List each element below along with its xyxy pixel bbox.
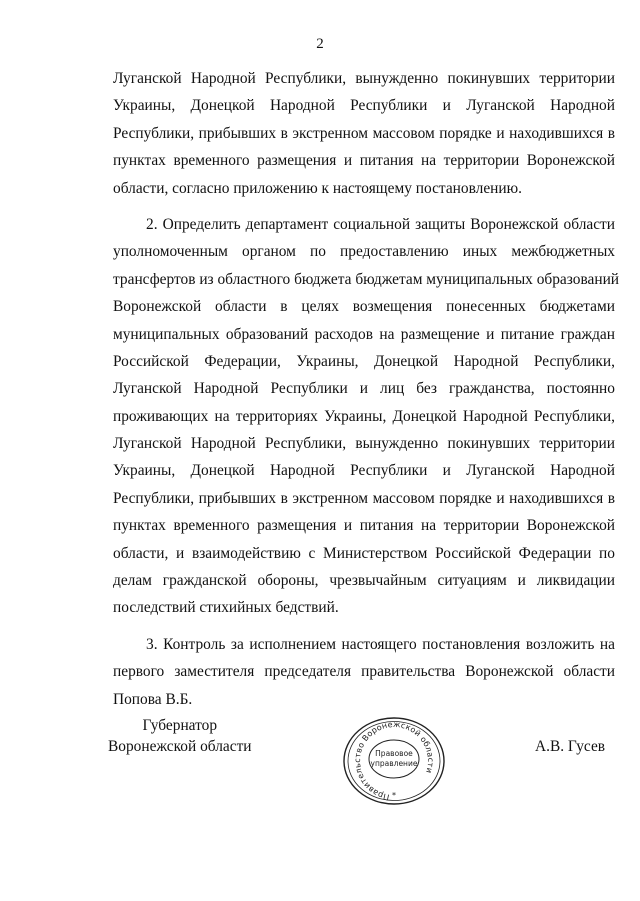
signatory-title-line: Губернатор	[142, 717, 218, 734]
text-line: трансфертов из областного бюджета бюджетам муниципальных образований	[113, 270, 620, 288]
official-stamp	[341, 715, 447, 807]
text-line: делам гражданской обороны, чрезвычайным ситуациям и ликвидации	[113, 572, 615, 590]
text-line: муниципальных образований расходов на размещение и питание граждан	[113, 325, 615, 343]
text-line: Воронежской области в целях возмещения понесенных бюджетами	[113, 298, 615, 316]
page-number: 2	[316, 36, 324, 52]
text-line: Республики, прибывших в экстренном массовом порядке и находившихся в	[113, 124, 615, 142]
stamp-center-text: управление	[370, 759, 418, 768]
signature-block	[0, 715, 640, 802]
document-body	[113, 65, 620, 713]
text-line: области, согласно приложению к настоящему постановлению.	[113, 179, 522, 197]
text-line: Луганской Народной Республики, вынужденно покинувших территории	[113, 70, 615, 87]
text-line: Луганской Народной Республики и лиц без гражданства, постоянно	[113, 380, 615, 398]
text-line: 3. Контроль за исполнением настоящего постановления возложить на	[146, 635, 615, 653]
text-line: Попова В.Б.	[113, 690, 193, 708]
stamp-star: *	[392, 791, 396, 800]
text-line: первого заместителя председателя правительства Воронежской области	[113, 663, 615, 681]
text-line: последствий стихийных бедствий.	[113, 599, 339, 617]
text-line: Украины, Донецкой Народной Республики и Луганской Народной	[113, 462, 615, 480]
text-line: проживающих на территориях Украины, Донецкой Народной Республики,	[113, 407, 615, 425]
text-line: Луганской Народной Республики, вынужденно покинувших территории	[113, 435, 615, 453]
stamp-center-text: Правовое	[375, 749, 413, 758]
text-line: области, и взаимодействию с Министерством Российской Федерации по	[113, 544, 615, 562]
signatory-title-line: Воронежской области	[108, 738, 252, 755]
text-line: пунктах временного размещения и питания на территории Воронежской	[113, 517, 615, 535]
signatory-name: А.В. Гусев	[535, 738, 606, 755]
text-line: уполномоченным органом по предоставлению иных межбюджетных	[113, 243, 615, 261]
signatory-title	[108, 715, 252, 757]
text-line: Республики, прибывших в экстренном массовом порядке и находившихся в	[113, 489, 615, 507]
text-line: 2. Определить департамент социальной защиты Воронежской области	[146, 215, 615, 233]
text-line: Российской Федерации, Украины, Донецкой Народной Республики,	[113, 352, 615, 370]
text-line: пунктах временного размещения и питания на территории Воронежской	[113, 152, 615, 170]
text-line: Украины, Донецкой Народной Республики и Луганской Народной	[113, 97, 615, 115]
stamp-ring-text: Правительство Воронежской области	[352, 719, 436, 802]
